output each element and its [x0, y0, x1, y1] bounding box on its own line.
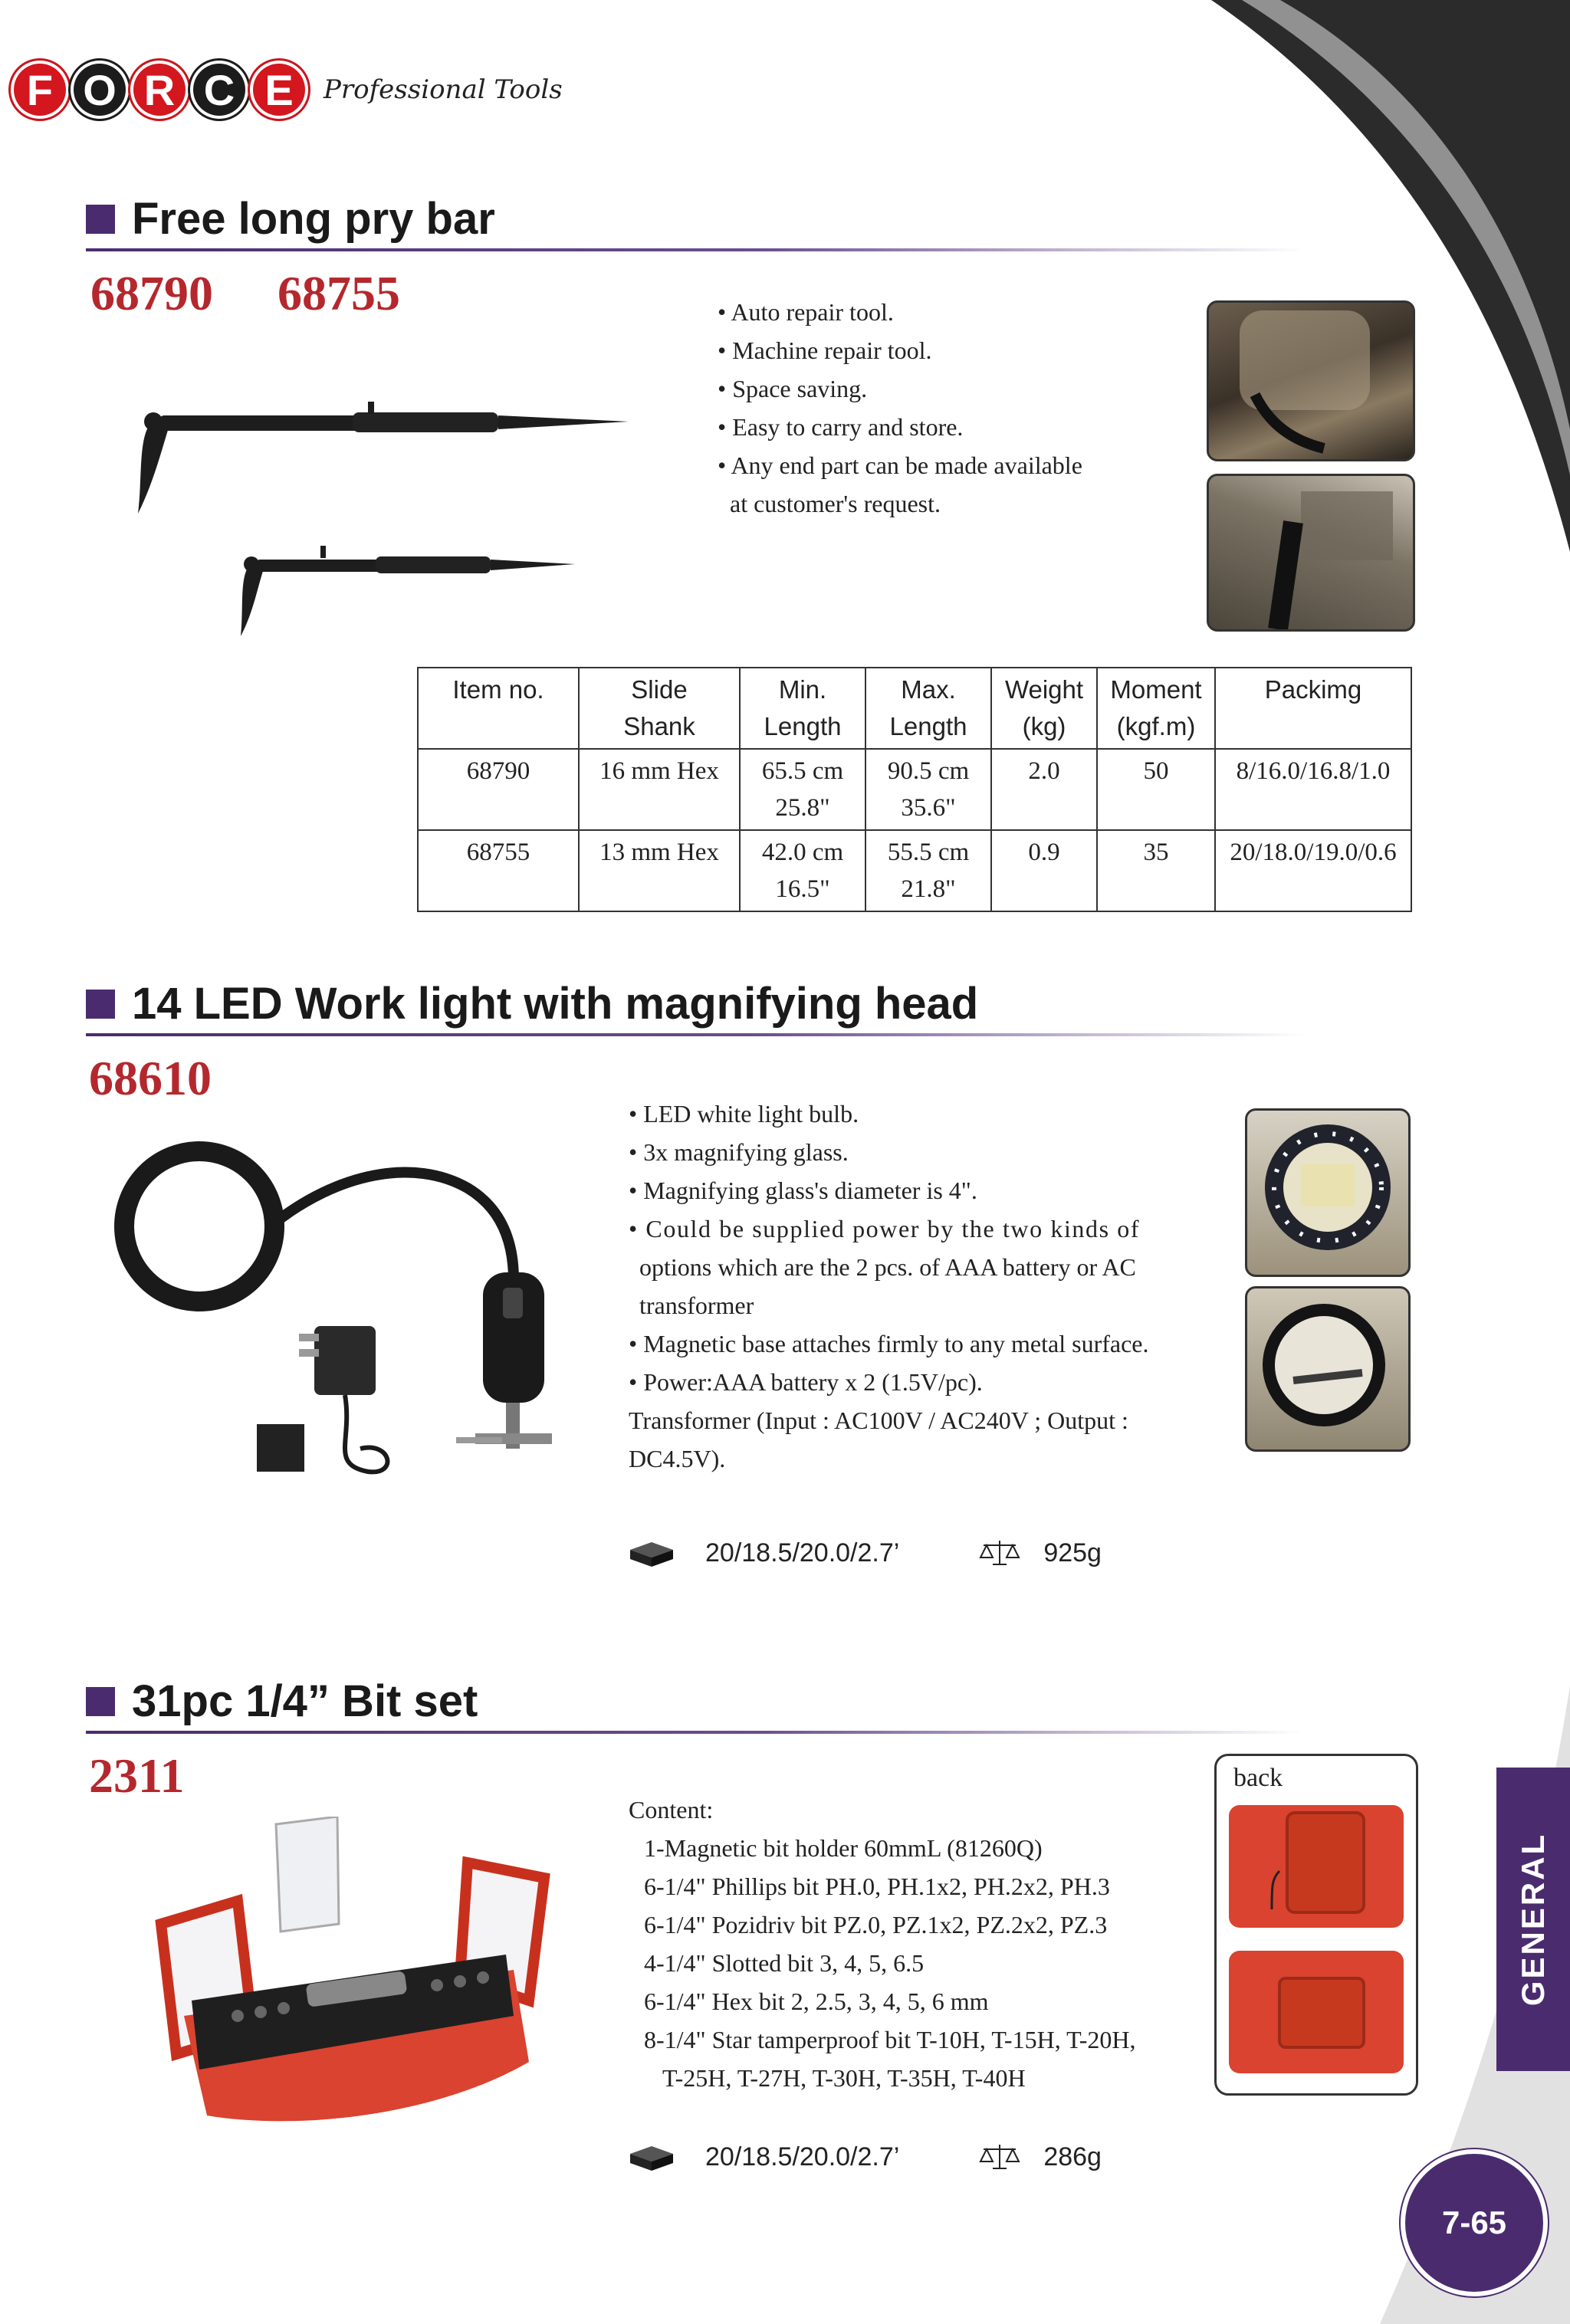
- table-header-cell: Weight (kg): [991, 668, 1097, 749]
- general-side-tab: [1496, 1768, 1570, 2071]
- table-cell: 13 mm Hex: [579, 830, 740, 911]
- table-cell: 0.9: [991, 830, 1097, 911]
- bit-case-back-image-1: [1226, 1802, 1407, 1932]
- logo-letter-e: E: [250, 61, 308, 119]
- weight-scale-icon: [979, 2142, 1020, 2172]
- carton-box-icon: [627, 1538, 676, 1568]
- table-row: [418, 830, 1411, 911]
- table-cell: 16 mm Hex: [579, 749, 740, 830]
- section1-bullet: • Space saving.: [718, 375, 868, 402]
- section3-content-item: 6-1/4" Pozidriv bit PZ.0, PZ.1x2, PZ.2x2, PZ.3: [644, 1911, 1108, 1938]
- logo-letter-r: R: [130, 61, 189, 119]
- section1-bullet: • Any end part can be made available: [718, 451, 1082, 479]
- section2-bullet: • Magnifying glass's diameter is 4".: [629, 1177, 977, 1204]
- section3-heading: [86, 1676, 478, 1727]
- section2-bullet: • 3x magnifying glass.: [629, 1138, 849, 1166]
- logo-letter-o: O: [71, 61, 129, 119]
- table-header-cell: Min. Length: [740, 668, 865, 749]
- table-cell: 20/18.0/19.0/0.6: [1215, 830, 1411, 911]
- table-header-cell: Item no.: [418, 668, 579, 749]
- table-header-cell: Packimg: [1215, 668, 1411, 749]
- section1-heading: [86, 193, 495, 245]
- section3-content-item: 6-1/4" Hex bit 2, 2.5, 3, 4, 5, 6 mm: [644, 1988, 989, 2015]
- work-light-photo-2: [1245, 1286, 1411, 1452]
- section1-model-2: 68755: [278, 266, 400, 320]
- bit-set-case-image: [146, 1817, 575, 2139]
- metal-block-graphic: [1209, 476, 1413, 629]
- section3-packing: 20/18.5/20.0/2.7’: [705, 2142, 900, 2171]
- section3-content-item: 1-Magnetic bit holder 60mmL (81260Q): [644, 1834, 1043, 1862]
- back-view-box: [1214, 1754, 1418, 2096]
- section3-content-item: 6-1/4" Phillips bit PH.0, PH.1x2, PH.2x2, PH.3: [644, 1873, 1110, 1900]
- section1-bullet-list: [718, 293, 1082, 523]
- section2-heading: [86, 978, 978, 1029]
- general-tab-label: GENERAL: [1515, 1832, 1551, 2007]
- section2-rule: [86, 1033, 1305, 1036]
- section3-packing-line: [627, 2142, 1102, 2172]
- section3-rule: [86, 1731, 1305, 1734]
- pry-bar-spec-table: [417, 667, 1412, 912]
- section1-model-1: 68790: [90, 266, 213, 320]
- table-cell: 65.5 cm 25.8": [740, 749, 865, 830]
- section2-bullet: • Power:AAA battery x 2 (1.5V/pc).: [629, 1368, 983, 1396]
- section2-packing: 20/18.5/20.0/2.7’: [705, 1538, 900, 1567]
- table-cell: 55.5 cm 21.8": [865, 830, 991, 911]
- section1-rule: [86, 248, 1305, 251]
- section3-bullet-square: [86, 1687, 115, 1716]
- section3-content-item: T-25H, T-27H, T-30H, T-35H, T-40H: [662, 2064, 1026, 2092]
- section2-bullet-list: [629, 1095, 1148, 1478]
- table-header-row: [418, 668, 1411, 749]
- table-cell: 8/16.0/16.8/1.0: [1215, 749, 1411, 830]
- table-cell: 50: [1097, 749, 1215, 830]
- section2-bullet: • Could be supplied power by the two kinds of: [629, 1215, 1141, 1242]
- table-cell: 42.0 cm 16.5": [740, 830, 865, 911]
- section1-bullet: • Easy to carry and store.: [718, 413, 964, 441]
- table-header-cell: Moment (kgf.m): [1097, 668, 1215, 749]
- section2-bullet: • Magnetic base attaches firmly to any metal surface.: [629, 1330, 1149, 1357]
- section2-bullet: DC4.5V).: [629, 1445, 726, 1472]
- back-view-label: back: [1233, 1764, 1283, 1792]
- section1-bullet-square: [86, 205, 115, 234]
- pry-bar-usage-photo-1: [1207, 300, 1415, 461]
- table-header-cell: Slide Shank: [579, 668, 740, 749]
- section3-weight: 286g: [1043, 2142, 1102, 2171]
- section2-bullet: Transformer (Input : AC100V / AC240V ; Output :: [629, 1407, 1128, 1434]
- force-logo: [11, 55, 563, 124]
- section1-bullet: • Machine repair tool.: [718, 336, 932, 364]
- weight-scale-icon: [979, 1538, 1020, 1568]
- section2-title: 14 LED Work light with magnifying head: [132, 979, 979, 1029]
- table-cell: 35: [1097, 830, 1215, 911]
- table-cell: 68790: [418, 749, 579, 830]
- pry-bar-small-image: [222, 544, 583, 644]
- machine-part-graphic: [1209, 303, 1413, 459]
- section3-content-item: 4-1/4" Slotted bit 3, 4, 5, 6.5: [644, 1949, 925, 1977]
- logo-letter-f: F: [11, 61, 69, 119]
- section2-bullet-square: [86, 990, 115, 1019]
- led-work-light-image: [107, 1127, 598, 1487]
- pry-bar-usage-photo-2: [1207, 474, 1415, 632]
- section2-model: 68610: [89, 1051, 212, 1105]
- section1-title: Free long pry bar: [132, 194, 495, 244]
- bit-case-back-image-2: [1226, 1948, 1407, 2078]
- table-cell: 90.5 cm 35.6": [865, 749, 991, 830]
- pry-bar-large-image: [115, 399, 636, 521]
- section3-content-item: 8-1/4" Star tamperproof bit T-10H, T-15H, T-20H,: [644, 2026, 1136, 2053]
- carton-box-icon: [627, 2142, 676, 2172]
- section2-bullet: options which are the 2 pcs. of AAA battery or AC: [639, 1253, 1136, 1281]
- table-cell: 2.0: [991, 749, 1097, 830]
- section3-content-list: [629, 1791, 1135, 2097]
- section1-bullet: at customer's request.: [730, 490, 941, 517]
- led-ring-graphic: [1247, 1111, 1408, 1275]
- section2-bullet: • LED white light bulb.: [629, 1100, 859, 1128]
- magnifier-in-use-graphic: [1247, 1288, 1408, 1449]
- table-header-cell: Max. Length: [865, 668, 991, 749]
- section1-bullet: • Auto repair tool.: [718, 298, 894, 326]
- table-cell: 68755: [418, 830, 579, 911]
- page-number-badge: 7-65: [1405, 2154, 1543, 2292]
- logo-tagline: Professional Tools: [324, 74, 563, 105]
- section2-bullet: transformer: [639, 1292, 754, 1319]
- table-row: [418, 749, 1411, 830]
- section3-title: 31pc 1/4” Bit set: [132, 1676, 478, 1726]
- section3-content-label: Content:: [629, 1796, 714, 1823]
- logo-letter-c: C: [190, 61, 248, 119]
- section3-model: 2311: [89, 1748, 185, 1803]
- work-light-photo-1: [1245, 1108, 1411, 1277]
- section2-weight: 925g: [1043, 1538, 1102, 1567]
- section2-packing-line: [627, 1538, 1102, 1568]
